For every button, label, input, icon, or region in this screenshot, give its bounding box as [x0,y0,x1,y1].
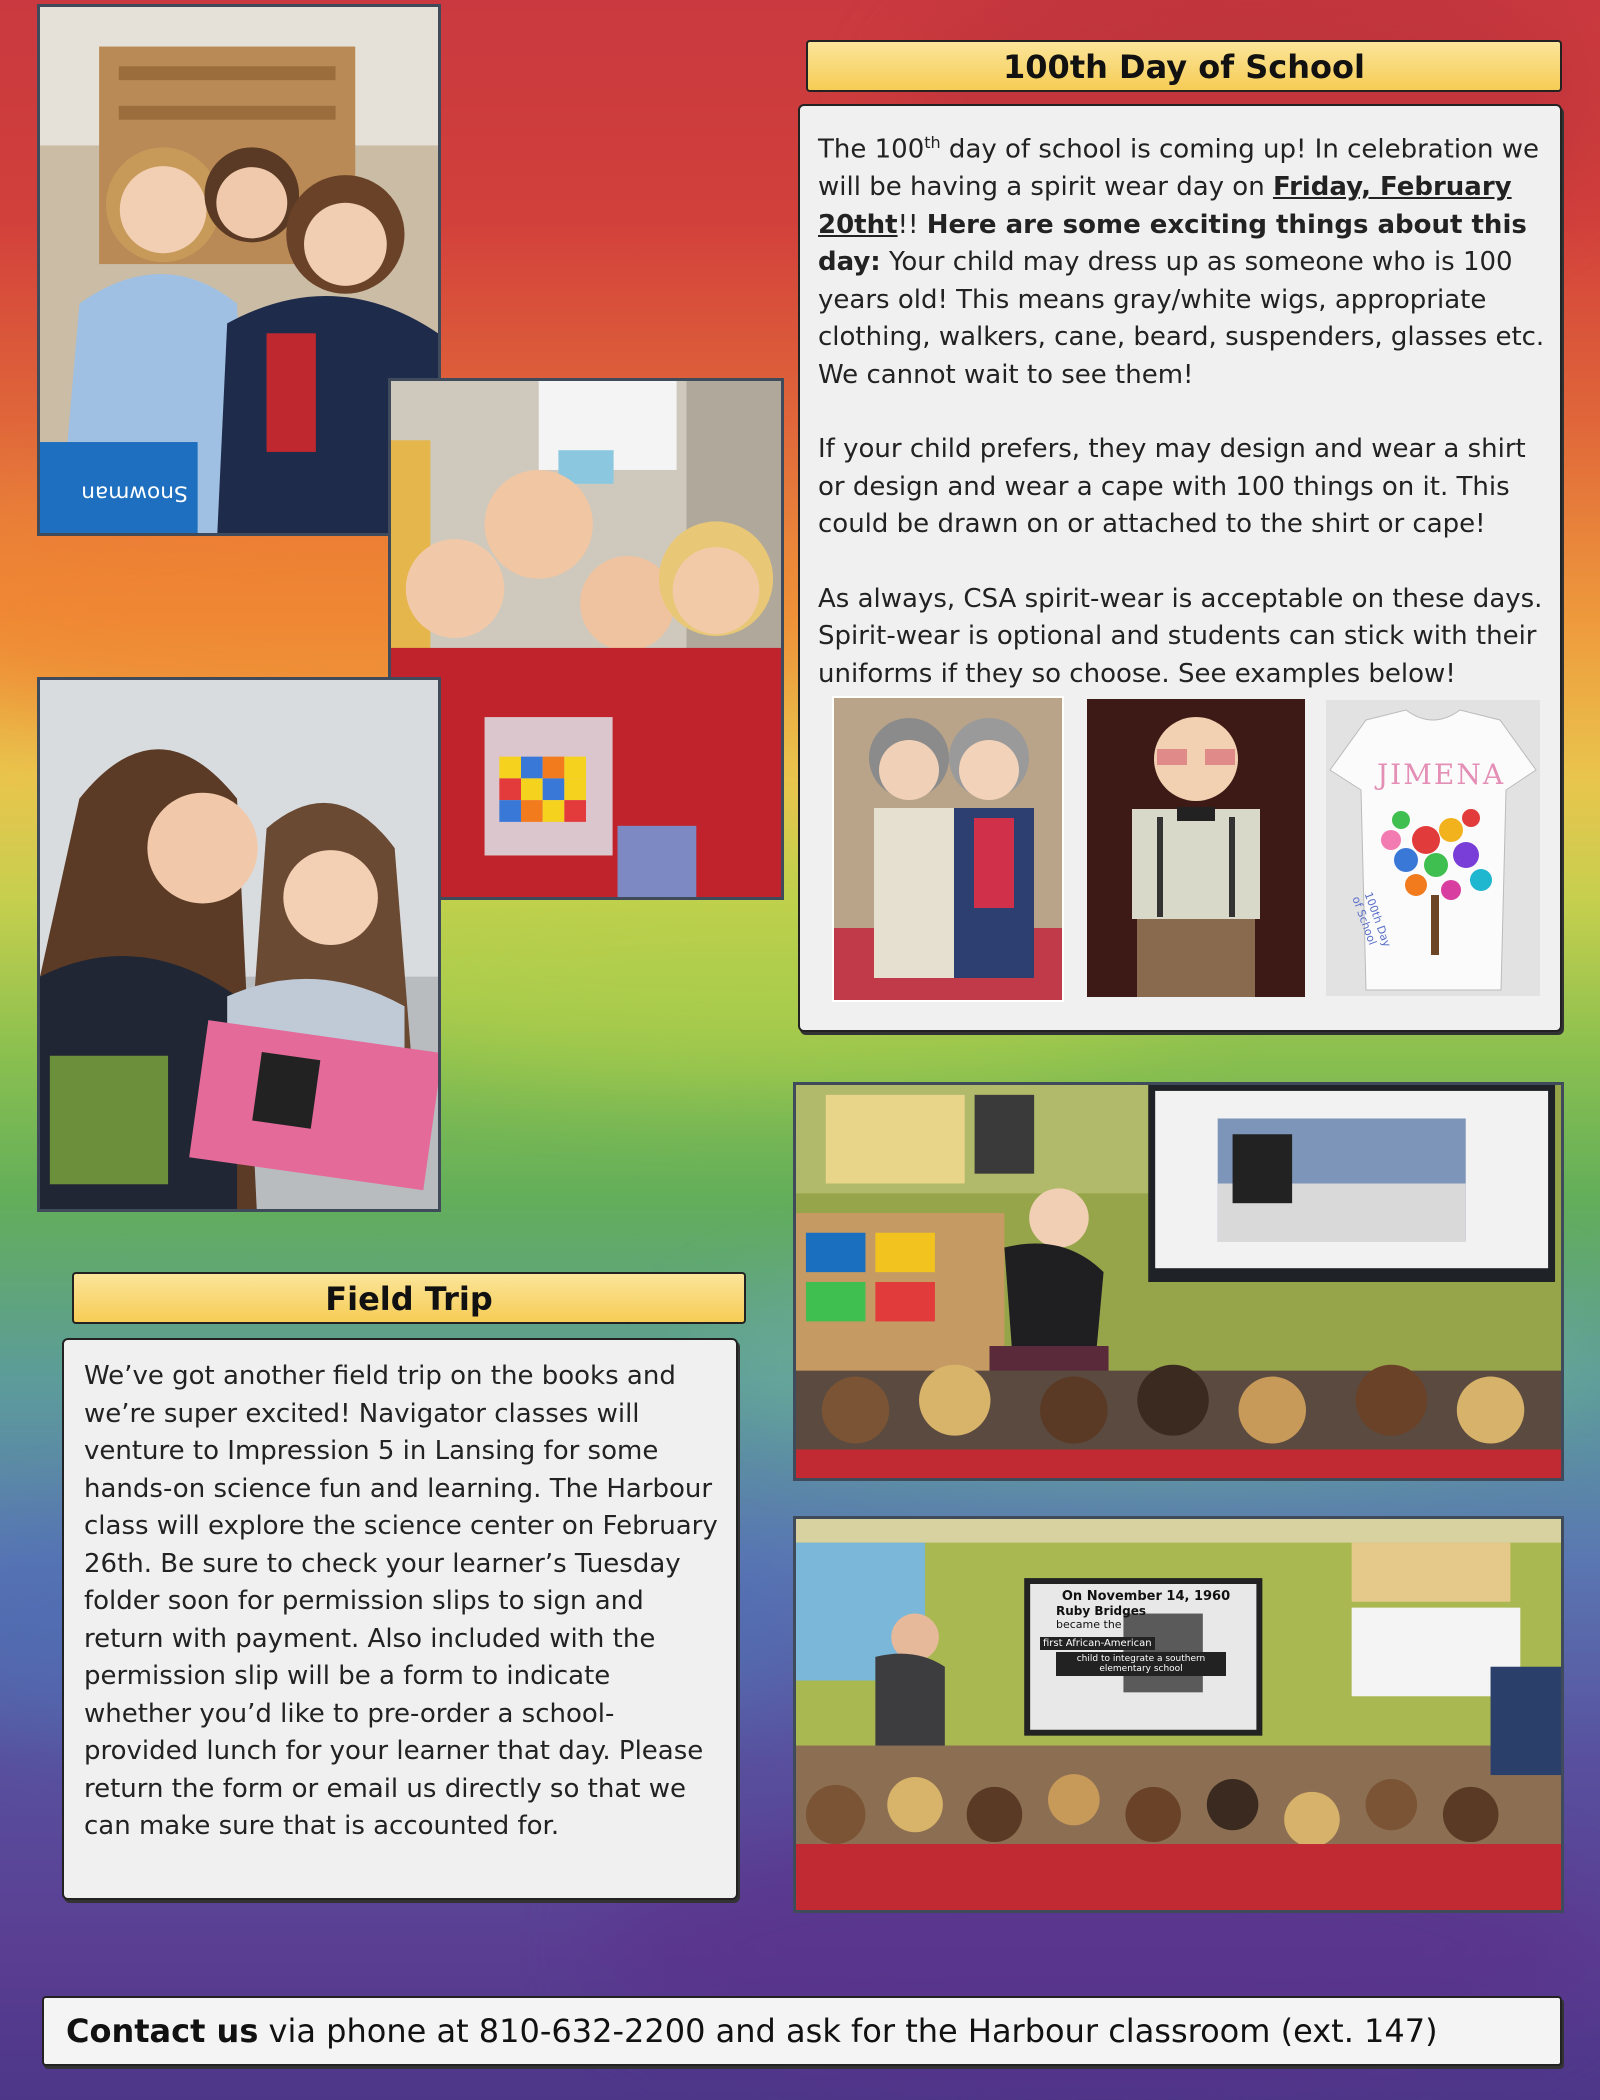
photo-three-girls-reading [37,4,441,536]
spirit-day-number: 20tht [818,209,898,240]
field-trip-title-banner [72,1272,746,1324]
photo-teacher-reading-mlk-slide [793,1082,1564,1481]
contact-bar [42,1996,1562,2066]
hundredth-day-title-banner [806,40,1562,92]
shirt-name-text: JIMENA [1376,758,1506,791]
example-photo-old-lady-costumes [832,696,1064,1002]
photo-boys-with-cube-bags [388,378,784,900]
hundredth-day-paragraph-2: If your child prefers, they may design and wear a shirt or design and wear a cape with 100 things on it. This could be drawn on or attached to the shirt or cape! [818,434,1526,540]
shirt-caption-text: 100th Day of School [1349,890,1394,949]
svg-text:Snowman: Snowman [81,480,188,506]
hundredth-day-paragraph-3: As always, CSA spirit-wear is acceptable on these days. Spirit-wear is optional and students can stick with their uniforms if they so choose. See examples below! [818,583,1543,689]
example-photo-boy-bowtie-suspenders [1087,699,1305,997]
field-trip-body: We’ve got another field trip on the books and we’re super excited! Navigator classes will venture to Impression 5 in Lansing for some hands-on science fun and learning. The Harbour class will explore the science center on February 26th. Be sure to check your learner’s Tuesday folder soon for permission slips to sign and return with payment. Also included with the permission slip will be a form to indicate whether you’d like to pre-order a school-provided lunch for your learner that day. Please return the form or email us directly so that we can make sure that is accounted for. [84,1361,718,1841]
field-trip-panel [62,1338,738,1900]
hundredth-day-title: 100th Day of School [1003,48,1365,86]
hundredth-day-paragraph-1: The 100th day of school is coming up! In celebration we will be having a spirit wear day on Friday, February 20tht!! Here are some exciting things about this day: Your child may dress up as someone who is 100 years old! This means gray/white wigs, appropriate clothing, walkers, cane, beard, suspenders, glasses etc. We cannot wait to see them! [818,133,1545,390]
photo-two-girls-reading [37,677,441,1212]
contact-label: Contact us [66,2012,259,2050]
ruby-slide-text: On November 14, 1960 Ruby Bridges became the first African-American child to integrate a southern elementary school [1036,1589,1256,1676]
example-photo-hundred-dots-shirt [1326,700,1540,996]
photo-class-ruby-bridges-lesson [793,1516,1564,1913]
spirit-day-date: Friday, February [1272,172,1512,203]
field-trip-title: Field Trip [325,1280,493,1318]
contact-details: via phone at 810-632-2200 and ask for the Harbour classroom (ext. 147) [258,2012,1438,2050]
